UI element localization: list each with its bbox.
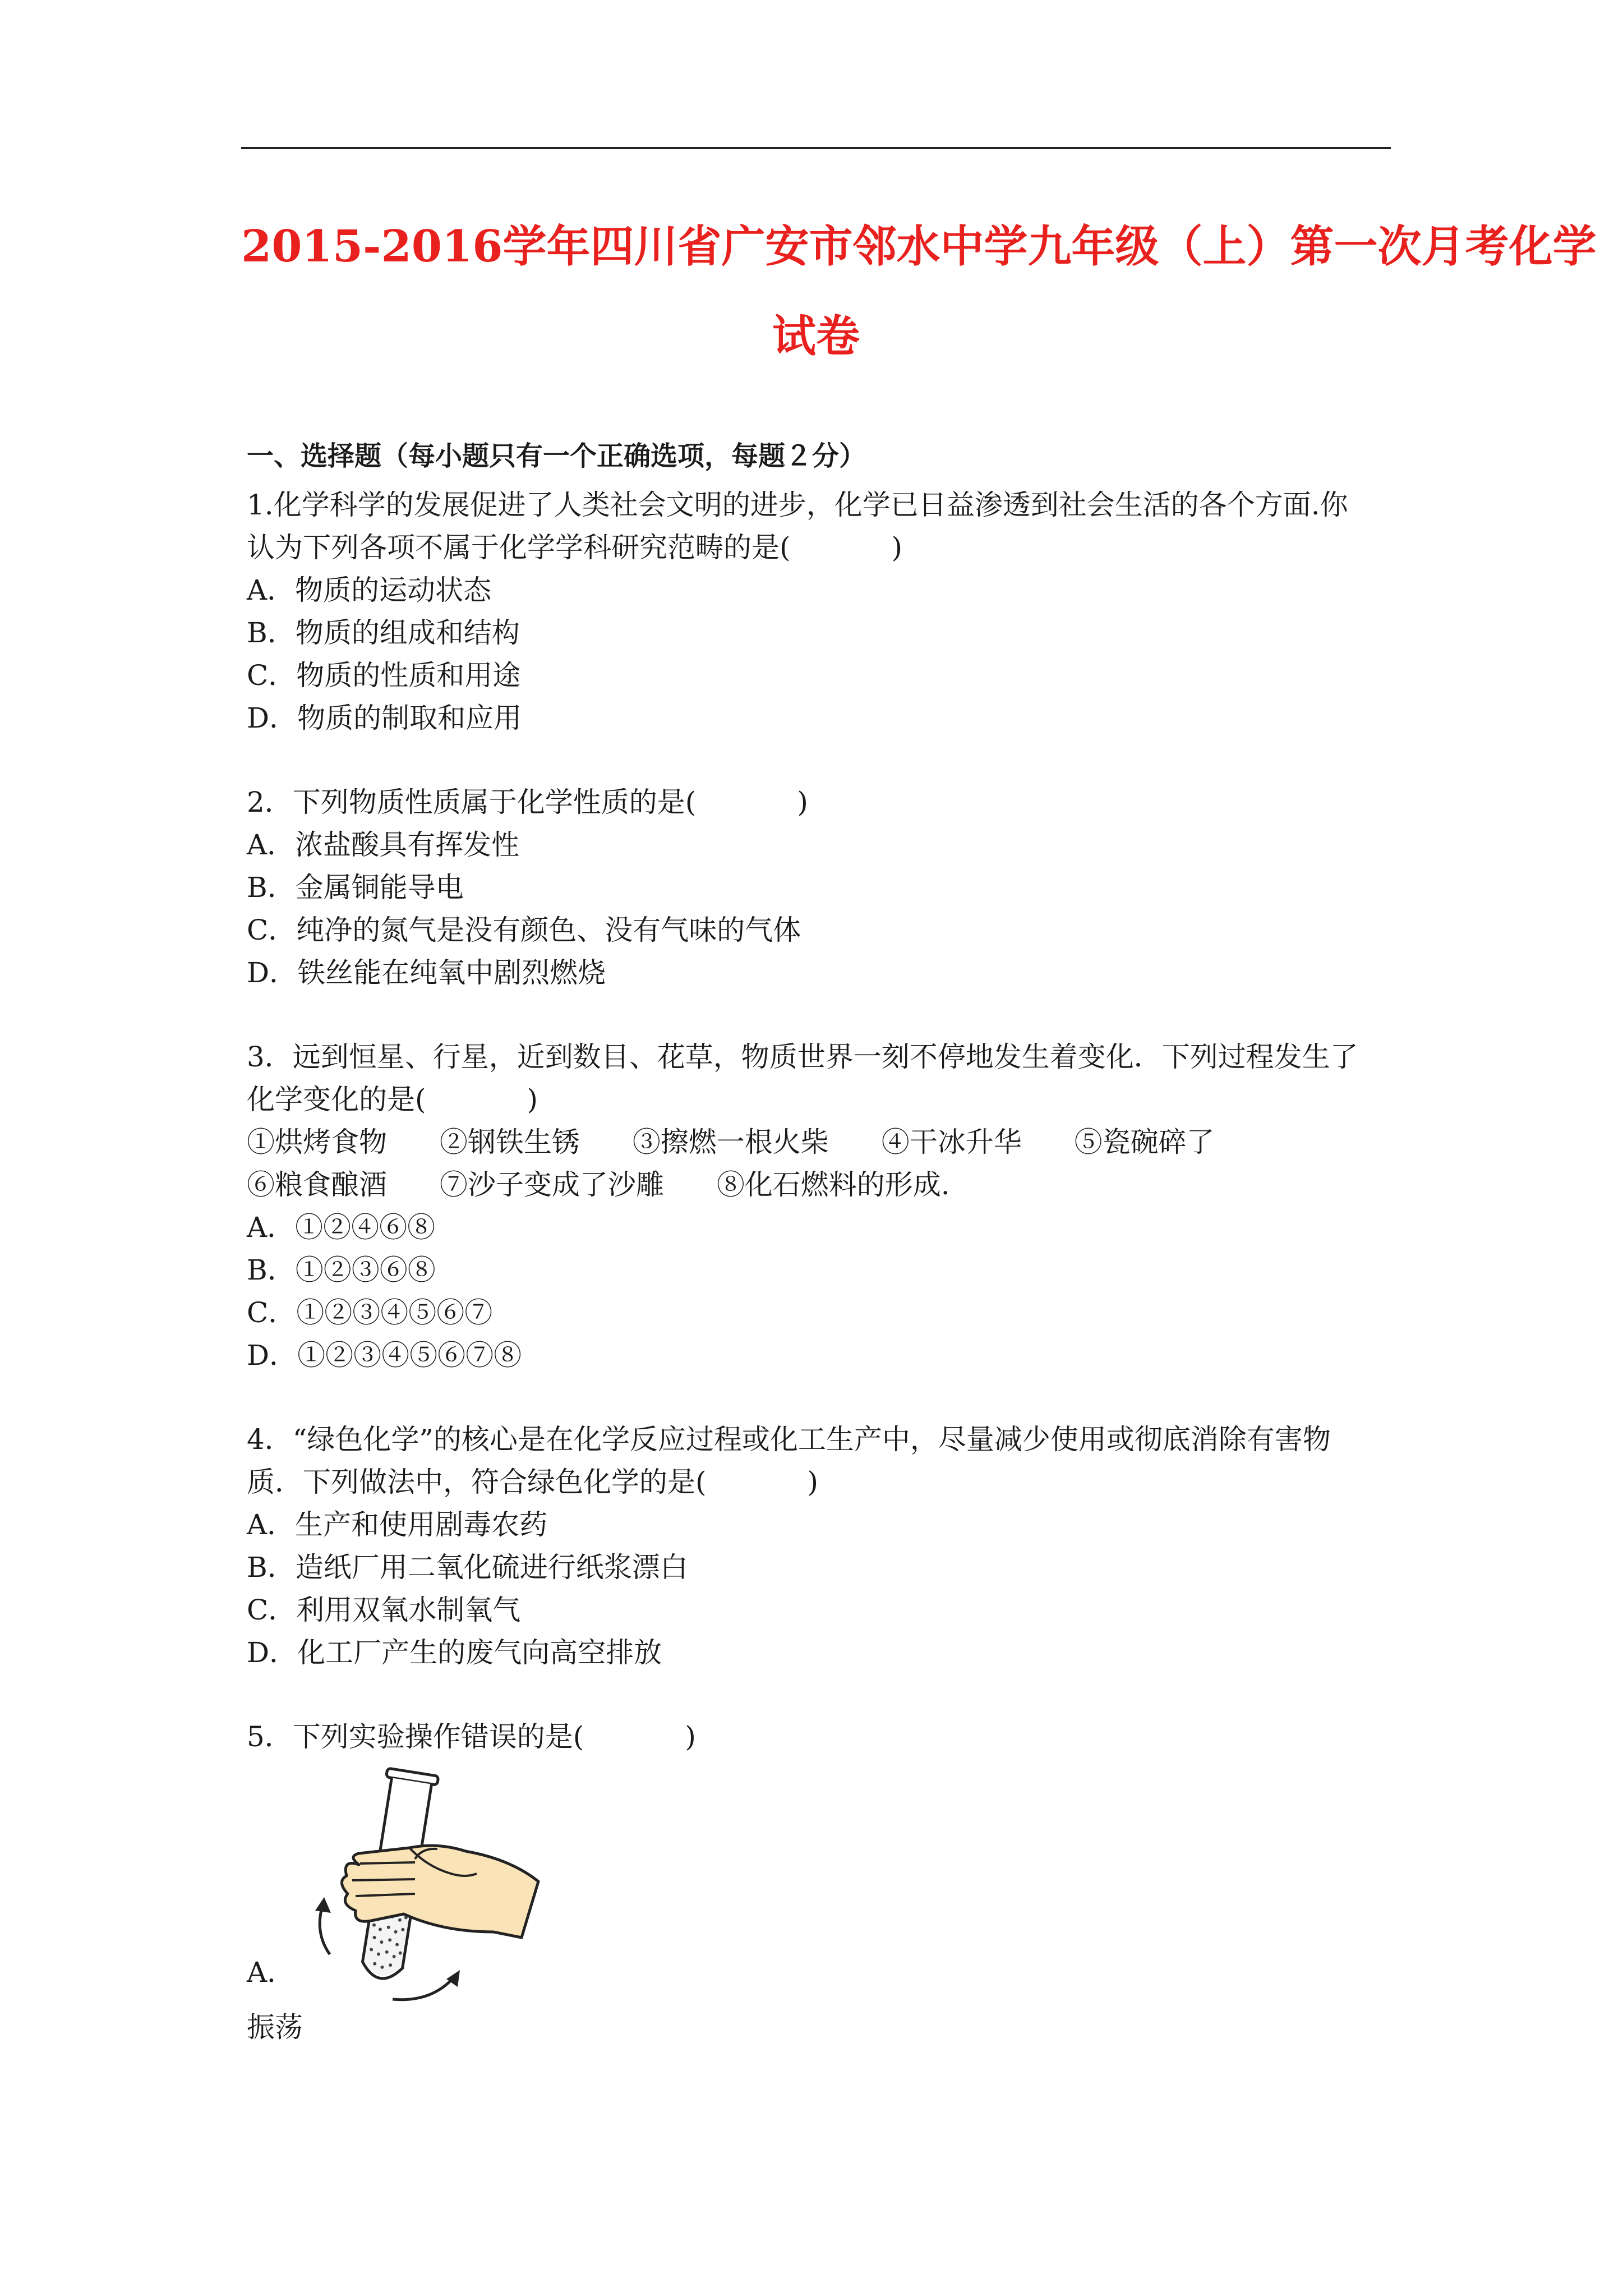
question-4-stem-close: ) bbox=[807, 1466, 819, 1498]
question-1-option-d: D．物质的制取和应用 bbox=[247, 702, 522, 734]
question-2-option-b: B．金属铜能导电 bbox=[247, 871, 464, 904]
question-3-option-d: D．①②③④⑤⑥⑦⑧ bbox=[247, 1339, 522, 1372]
question-4-option-d: D．化工厂产生的废气向高空排放 bbox=[247, 1636, 662, 1669]
question-4-option-b: B．造纸厂用二氧化硫进行纸浆漂白 bbox=[247, 1551, 688, 1584]
question-5-stem bbox=[247, 1715, 1391, 1758]
question-3-stem-line2 bbox=[247, 1078, 1391, 1121]
question-4 bbox=[247, 1418, 1391, 1674]
questions bbox=[247, 484, 1391, 2090]
question-3-items-line2 bbox=[247, 1163, 1391, 1206]
question-4-stem-text: 质．下列做法中，符合绿色化学的是( bbox=[247, 1466, 707, 1498]
item-6: ⑥粮食酿酒 bbox=[247, 1168, 387, 1201]
question-3-option-b: B．①②③⑥⑧ bbox=[247, 1254, 436, 1286]
question-2-option-d: D．铁丝能在纯氧中剧烈燃烧 bbox=[247, 956, 606, 989]
question-3-stem-line1: 3．远到恒星、行星，近到数目、花草，物质世界一刻不停地发生着变化．下列过程发生了 bbox=[247, 1041, 1358, 1073]
question-5-option-a-letter: A． bbox=[247, 1956, 296, 1989]
test-tube-hand-icon bbox=[275, 1764, 566, 2005]
question-2 bbox=[247, 781, 1391, 994]
question-1-option-a: A．物质的运动状态 bbox=[247, 574, 492, 606]
item-2: ②钢铁生锈 bbox=[439, 1126, 580, 1158]
question-3-stem-text: 化学变化的是( bbox=[247, 1083, 426, 1116]
question-3-option-a: A．①②④⑥⑧ bbox=[247, 1211, 436, 1244]
item-5: ⑤瓷碗碎了 bbox=[1074, 1126, 1215, 1158]
question-2-option-a: A．浓盐酸具有挥发性 bbox=[247, 829, 520, 861]
question-1-option-b: B．物质的组成和结构 bbox=[247, 616, 520, 649]
top-rule bbox=[241, 147, 1391, 149]
question-5 bbox=[247, 1715, 1391, 2049]
exam-title-line2: 试卷 bbox=[772, 311, 860, 362]
question-4-option-a: A．生产和使用剧毒农药 bbox=[247, 1508, 548, 1541]
item-4: ④干冰升华 bbox=[881, 1126, 1022, 1158]
test-tube-shaking-figure bbox=[275, 1764, 566, 2005]
item-1: ①烘烤食物 bbox=[247, 1126, 387, 1158]
question-3 bbox=[247, 1036, 1391, 1377]
question-3-stem-close: ) bbox=[527, 1083, 538, 1116]
question-2-option-c: C．纯净的氮气是没有颜色、没有气味的气体 bbox=[247, 914, 801, 946]
question-5-option-a-caption: 振荡 bbox=[247, 2011, 303, 2044]
question-2-stem bbox=[247, 781, 1391, 823]
question-4-option-c: C．利用双氧水制氧气 bbox=[247, 1594, 521, 1626]
question-2-stem-text: 2．下列物质性质属于化学性质的是( bbox=[247, 786, 697, 818]
question-2-stem-close: ) bbox=[797, 786, 808, 818]
question-1-stem-line2 bbox=[247, 526, 1391, 569]
question-4-stem-line1: 4．“绿色化学”的核心是在化学反应过程或化工生产中，尽量减少使用或彻底消除有害物 bbox=[247, 1423, 1331, 1456]
question-1-stem-text: 认为下列各项不属于化学学科研究范畴的是( bbox=[247, 531, 791, 564]
question-5-stem-close: ) bbox=[685, 1720, 696, 1753]
question-1 bbox=[247, 484, 1391, 739]
question-1-stem-line1: 1.化学科学的发展促进了人类社会文明的进步，化学已日益渗透到社会生活的各个方面.你 bbox=[247, 489, 1348, 521]
item-7: ⑦沙子变成了沙雕 bbox=[439, 1168, 664, 1201]
item-3: ③擦燃一根火柴 bbox=[632, 1126, 829, 1158]
question-3-option-c: C．①②③④⑤⑥⑦ bbox=[247, 1296, 493, 1329]
question-5-stem-text: 5．下列实验操作错误的是( bbox=[247, 1720, 584, 1753]
question-3-items-line1 bbox=[247, 1121, 1391, 1163]
item-8: ⑧化石燃料的形成. bbox=[716, 1168, 950, 1201]
question-1-option-c: C．物质的性质和用途 bbox=[247, 659, 521, 692]
exam-title-line1: 2015-2016学年四川省广安市邻水中学九年级（上）第一次月考化学 bbox=[241, 221, 1597, 272]
question-1-stem-close: ) bbox=[891, 531, 903, 564]
section-heading-choice: 一、选择题（每小题只有一个正确选项，每题２分） bbox=[247, 440, 866, 472]
question-4-stem-line2 bbox=[247, 1461, 1391, 1503]
